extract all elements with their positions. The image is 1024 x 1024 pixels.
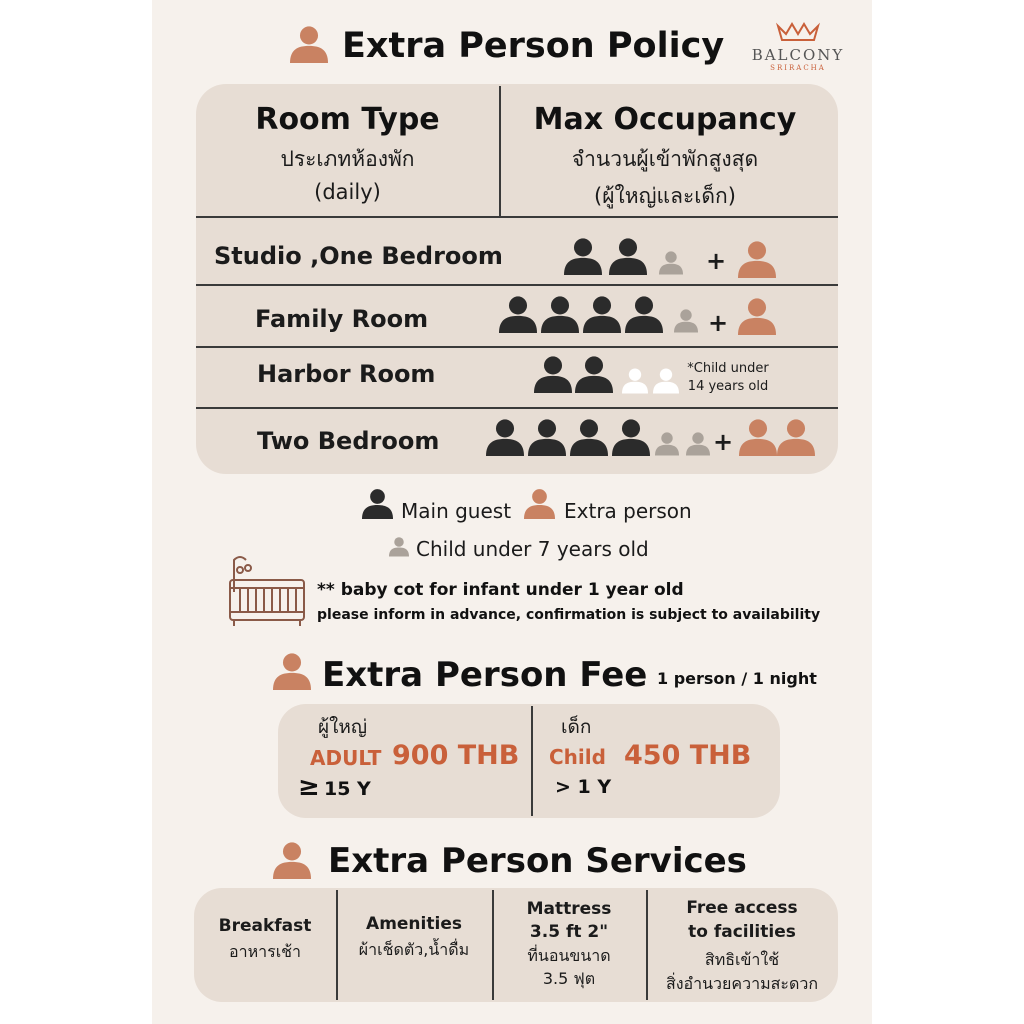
service-subtitle: สิทธิเข้าใช้ bbox=[704, 950, 780, 969]
service-title: Amenities bbox=[366, 914, 462, 934]
main-guest-icon bbox=[612, 417, 650, 457]
baby-cot-line2: please inform in advance, confirmation is subject to availability bbox=[317, 607, 821, 623]
col-room-type bbox=[196, 102, 499, 204]
extra-person-icon bbox=[739, 417, 777, 457]
main-guest-icon bbox=[570, 417, 608, 457]
child-under-14-icon bbox=[622, 367, 648, 394]
main-guest-icon bbox=[583, 294, 621, 334]
boat-logo-icon bbox=[776, 22, 820, 42]
col-max-occupancy-note: (ผู้ใหญ่และเด็ก) bbox=[594, 184, 736, 208]
plus-sign: + bbox=[706, 247, 727, 275]
extra-person-icon bbox=[738, 239, 776, 279]
extra-person-icon bbox=[777, 417, 815, 457]
col-max-occupancy bbox=[500, 102, 830, 213]
legend-main-guest: Main guest bbox=[401, 499, 512, 523]
service-subtitle-line2: สิ่งอำนวยความสะดวก bbox=[665, 974, 819, 993]
main-guest-icon bbox=[541, 294, 579, 334]
service-subtitle: อาหารเช้า bbox=[228, 942, 302, 961]
col-room-type-title: Room Type bbox=[255, 102, 440, 137]
fee-divider bbox=[531, 706, 533, 816]
main-guest-icon bbox=[564, 236, 602, 276]
col-max-occupancy-title: Max Occupancy bbox=[533, 102, 797, 137]
service-title-line2: to facilities bbox=[688, 922, 796, 942]
child-icon bbox=[659, 250, 683, 275]
fee-adult-age-symbol: ≥ bbox=[298, 772, 320, 802]
service-subtitle-line2: 3.5 ฟุต bbox=[542, 969, 596, 988]
page-title: Extra Person Policy bbox=[342, 26, 725, 66]
main-guest-icon bbox=[499, 294, 537, 334]
extra-person-icon bbox=[273, 840, 311, 880]
fee-child-age: > 1 Y bbox=[555, 776, 612, 798]
service-subtitle: ที่นอนขนาด bbox=[527, 946, 611, 965]
col-room-type-note: (daily) bbox=[314, 180, 381, 204]
plus-sign: + bbox=[713, 428, 734, 456]
fee-adult-age: 15 Y bbox=[324, 778, 371, 800]
fee-unit: 1 person / 1 night bbox=[657, 669, 817, 688]
fee-adult-thai: ผู้ใหญ่ bbox=[318, 716, 368, 738]
main-guest-icon bbox=[534, 354, 572, 394]
harbor-note bbox=[685, 360, 771, 396]
child-icon bbox=[655, 431, 679, 456]
service-title: Mattress bbox=[526, 899, 612, 919]
service-amenities bbox=[336, 914, 492, 963]
child-icon bbox=[389, 536, 409, 557]
fee-child-thai: เด็ก bbox=[561, 716, 592, 738]
logo-sub: SRIRACHA bbox=[770, 64, 826, 72]
extra-person-icon bbox=[290, 24, 328, 64]
plus-sign: + bbox=[708, 309, 729, 337]
extra-person-icon bbox=[273, 651, 311, 691]
extra-person-icon bbox=[738, 296, 776, 336]
main-guest-icon bbox=[486, 417, 524, 457]
fee-title: Extra Person Fee bbox=[322, 655, 648, 695]
harbor-note-line1: *Child under bbox=[687, 361, 769, 376]
service-subtitle: ผ้าเช็ดตัว,น้ำดื่ม bbox=[358, 940, 470, 959]
row-family-label: Family Room bbox=[255, 305, 429, 333]
child-icon bbox=[674, 308, 698, 333]
row-studio-label: Studio ,One Bedroom bbox=[214, 242, 503, 270]
col-max-occupancy-thai: จำนวนผู้เข้าพักสูงสุด bbox=[571, 147, 759, 171]
fee-adult-label: ADULT bbox=[310, 746, 382, 770]
service-title: Breakfast bbox=[218, 916, 312, 936]
legend-child: Child under 7 years old bbox=[416, 537, 649, 561]
fee-adult-price: 900 THB bbox=[392, 740, 520, 771]
child-icon bbox=[686, 431, 710, 456]
crib-icon bbox=[224, 554, 308, 628]
service-breakfast bbox=[194, 916, 336, 965]
service-title: Free access bbox=[686, 898, 798, 918]
extra-person-icon bbox=[524, 487, 555, 520]
poster bbox=[152, 0, 872, 1024]
service-mattress bbox=[492, 898, 646, 990]
main-guest-icon bbox=[528, 417, 566, 457]
fee-child-price: 450 THB bbox=[624, 740, 752, 771]
child-under-14-icon bbox=[653, 367, 679, 394]
row-harbor-label: Harbor Room bbox=[257, 360, 436, 388]
logo-name: BALCONY bbox=[751, 46, 845, 64]
main-guest-icon bbox=[362, 487, 393, 520]
row-two-bedroom-label: Two Bedroom bbox=[257, 427, 440, 455]
main-guest-icon bbox=[575, 354, 613, 394]
logo bbox=[748, 22, 848, 72]
col-room-type-thai: ประเภทห้องพัก bbox=[280, 147, 415, 171]
legend-extra-person: Extra person bbox=[564, 499, 692, 523]
harbor-note-line2: 14 years old bbox=[687, 379, 769, 394]
main-guest-icon bbox=[625, 294, 663, 334]
service-title-line2: 3.5 ft 2" bbox=[529, 922, 609, 942]
services-title: Extra Person Services bbox=[328, 841, 747, 881]
fee-child-label: Child bbox=[549, 745, 606, 769]
service-facilities bbox=[646, 896, 838, 996]
main-guest-icon bbox=[609, 236, 647, 276]
baby-cot-line1: ** baby cot for infant under 1 year old bbox=[317, 580, 684, 600]
